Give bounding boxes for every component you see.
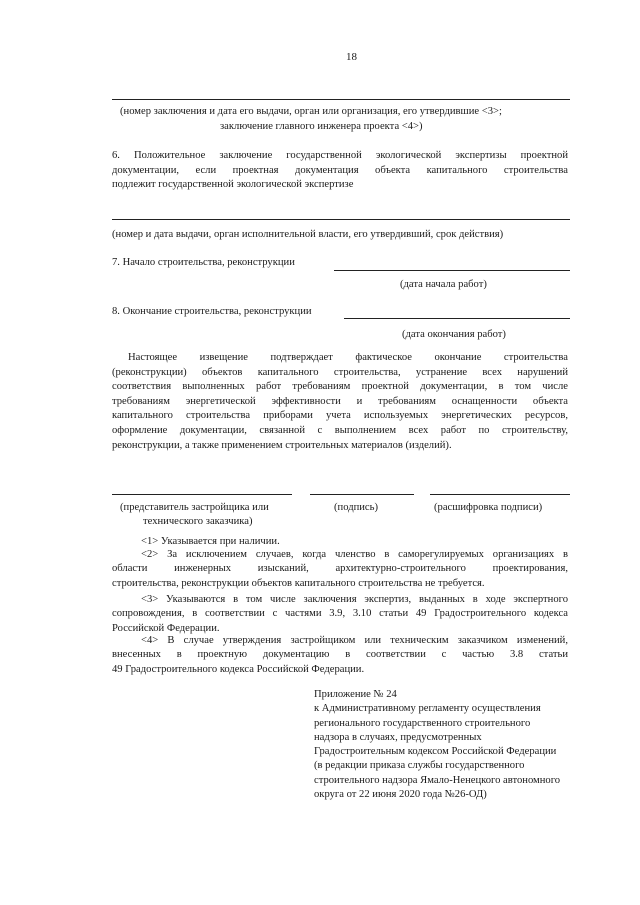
footnote-3-line: Российской Федерации. [112,622,220,634]
section5-fill-line [112,99,570,100]
notice-line: Настоящее извещение подтверждает фактическое окончание строительства [128,352,568,363]
section8-caption: (дата окончания работ) [402,329,506,340]
appendix-line: Градостроительным кодексом Российской Федерации [314,746,557,758]
representative-caption-line1: (представитель застройщика или [120,502,269,513]
section6-text [112,149,568,193]
appendix-line: округа от 22 июня 2020 года №26-ОД) [314,789,487,801]
section8-label: 8. Окончание строительства, реконструкции [112,306,312,317]
notice-line: оформление документации, связанной с выполнением всех работ по строительству, [112,424,568,436]
section6-line: документации, если проектная документация объекта капитального строительства [112,164,568,176]
section5-caption-line2: заключение главного инженера проекта <4>) [220,121,423,132]
appendix-line: надзора в случаях, предусмотренных [314,731,482,743]
notice-line: реконструкции, а также применением строительных материалов (изделий). [112,439,452,451]
notice-paragraph [112,351,568,453]
footnote-2-line: строительства, реконструкции объектов капитального строительства не требуется. [112,577,485,589]
footnote-2-line: области инженерных изысканий, архитектурно-строительного проектирования, [112,563,568,575]
section5-caption-line1: (номер заключения и дата его выдачи, орган или организация, его утвердившие <3>; [120,106,502,117]
footnote-4-line: <4> В случае утверждения застройщиком или техническим заказчиком изменений, [141,635,568,646]
footnote-1: <1> Указывается при наличии. [141,536,280,547]
footnote-3-line: <3> Указываются в том числе заключения экспертиз, выданных в ходе экспертного [141,594,568,605]
notice-line: соответствия выполненных работ требованиям проектной документации, в том числе [112,381,568,393]
footnote-4-line: 49 Градостроительного кодекса Российской Федерации. [112,663,365,675]
appendix-line: (в редакции приказа службы государственного [314,760,525,772]
footnote-2 [112,548,568,591]
section7-caption: (дата начала работ) [400,279,487,290]
footnote-4 [112,634,568,677]
section7-fill-line [334,270,570,271]
notice-line: требованиям энергетической эффективности и требованиям оснащенности объекта [112,395,568,407]
appendix-line: регионального государственного строительного [314,717,531,729]
appendix-block [314,688,560,802]
footnote-4-line: внесенных в проектную документацию в соответствии с частью 3.8 статьи [112,649,568,661]
notice-line: (реконструкции) объектов капитального строительства, устранение всех нарушений [112,366,568,378]
decoding-caption: (расшифровка подписи) [434,502,543,513]
signature-caption: (подпись) [334,502,378,513]
representative-line [112,494,292,495]
decoding-line [430,494,570,495]
footnote-3 [112,593,568,636]
section6-fill-line [112,219,570,220]
section6-line: подлежит государственной экологической экспертизе [112,179,354,191]
page-number: 18 [346,51,357,63]
section7-label: 7. Начало строительства, реконструкции [112,257,295,268]
appendix-line: к Административному регламенту осуществления [314,703,541,715]
section8-fill-line [344,318,570,319]
section6-caption: (номер и дата выдачи, орган исполнительной власти, его утвердивший, срок действия) [112,229,504,240]
appendix-line: строительного надзора Ямало-Ненецкого автономного [314,774,561,786]
appendix-title: Приложение № 24 [314,689,397,700]
signature-line [310,494,414,495]
footnote-3-line: сопровождения, в соответствии с частями 3.9, 3.10 статьи 49 Градостроительного кодекса [112,608,568,620]
representative-caption-line2: технического заказчика) [143,516,253,527]
section6-line: 6. Положительное заключение государственной экологической экспертизы проектной [112,150,568,161]
footnote-2-line: <2> За исключением случаев, когда членство в саморегулируемых организациях в [141,549,568,560]
notice-line: капитального строительства приборами учета используемых энергетических ресурсов, [112,410,568,422]
